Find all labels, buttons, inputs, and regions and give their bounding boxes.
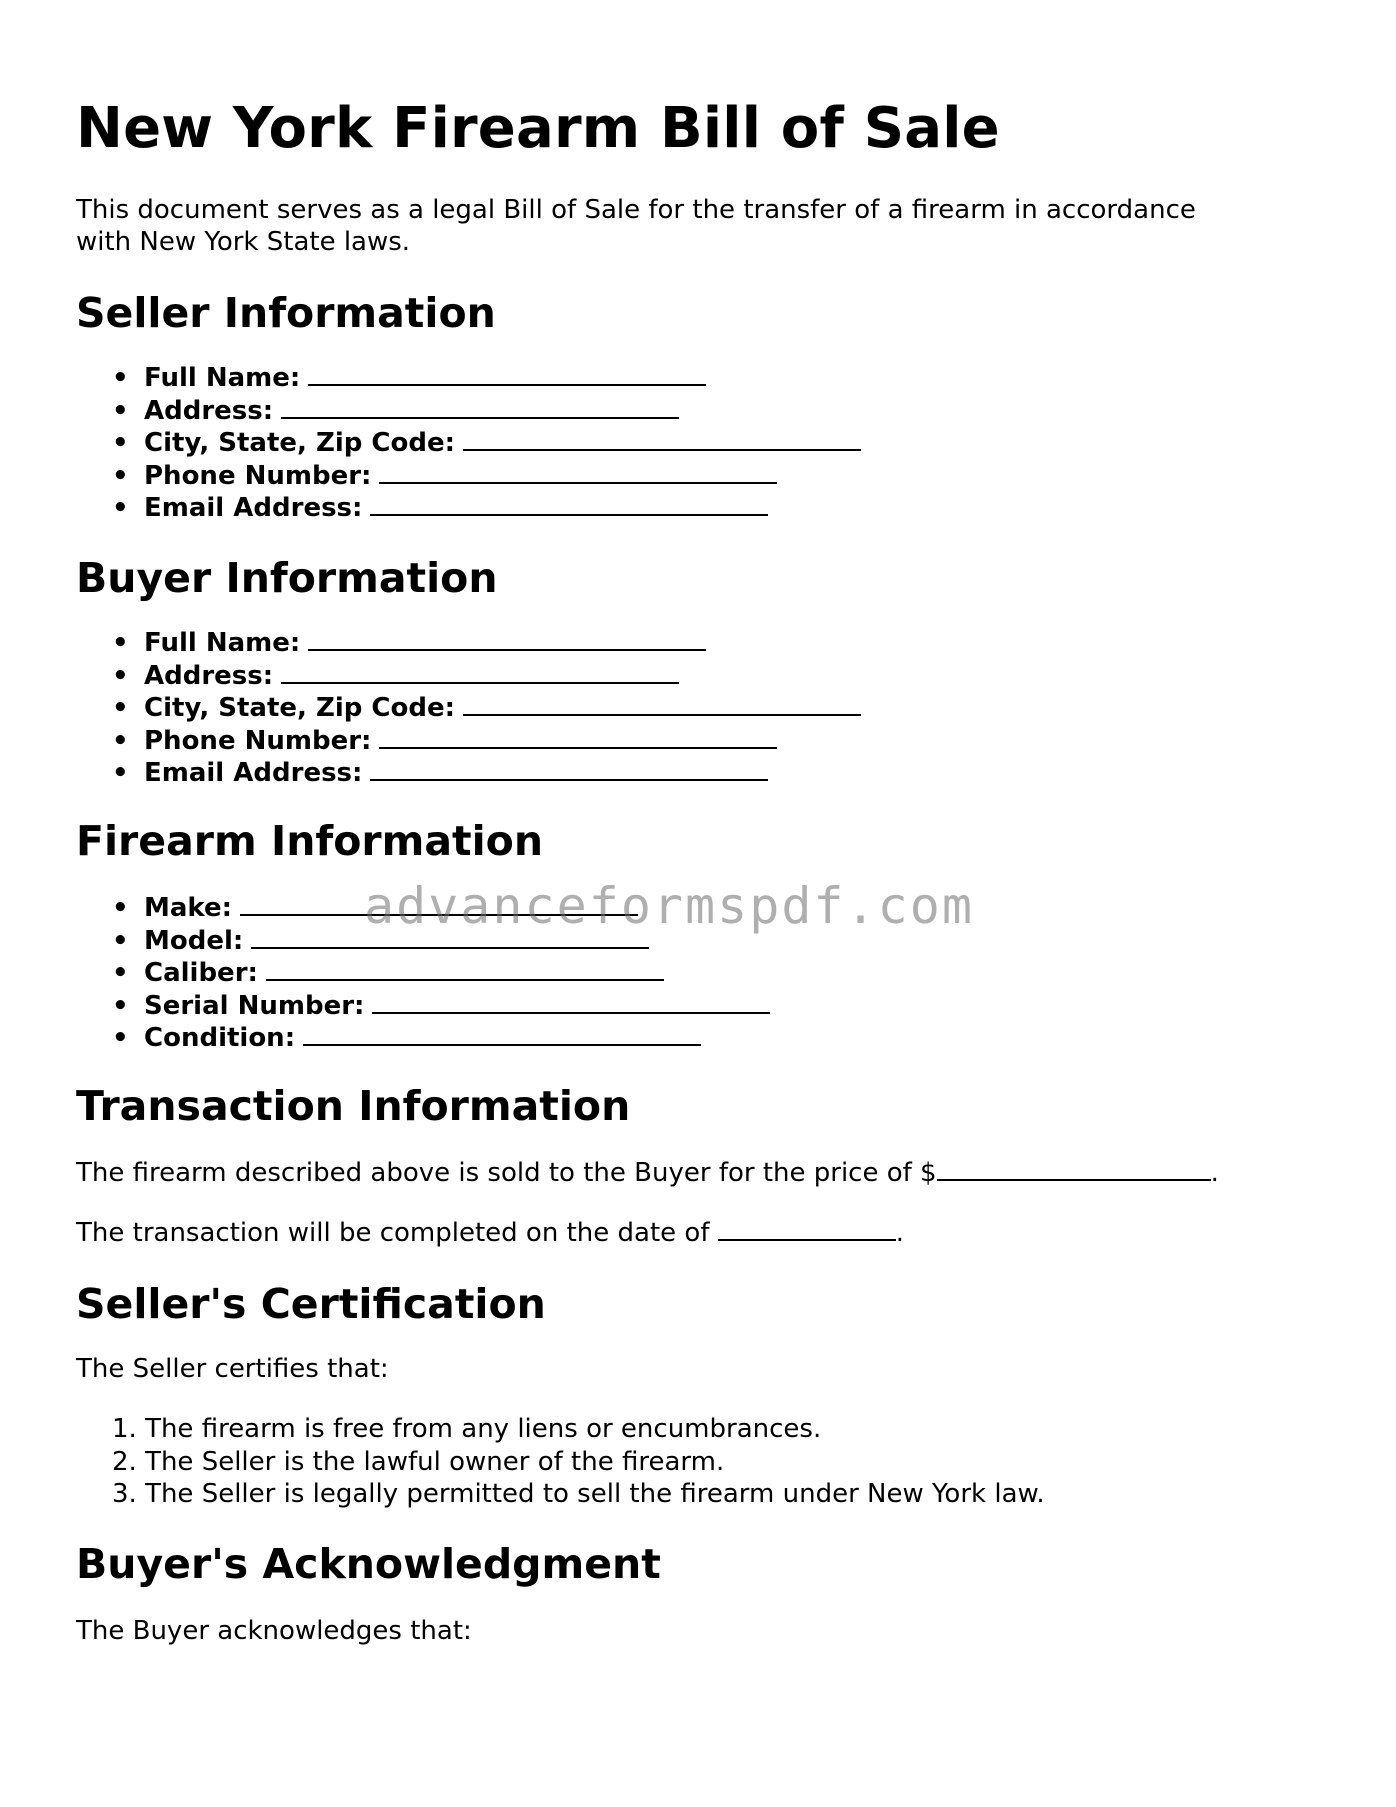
bullet-icon: •	[112, 892, 129, 923]
firearm-caliber-item	[112, 957, 1336, 990]
bullet-icon: •	[112, 395, 129, 426]
buyer-address-label: Address:	[144, 660, 274, 691]
firearm-serial-label: Serial Number:	[144, 990, 365, 1021]
seller-cert-intro: The Seller certifies that:	[76, 1353, 389, 1384]
bullet-icon: •	[112, 428, 129, 459]
buyer-city-state-zip-item	[112, 692, 1336, 725]
buyer-fields-list	[76, 627, 1336, 790]
transaction-heading: Transaction Information	[76, 1081, 631, 1130]
firearm-caliber-field[interactable]	[266, 957, 664, 981]
bullet-icon: •	[112, 925, 129, 956]
bullet-icon: •	[112, 460, 129, 491]
transaction-date-text: The transaction will be completed on the date of	[76, 1217, 718, 1248]
bullet-icon: •	[112, 725, 129, 756]
bullet-icon: •	[112, 990, 129, 1021]
date-field[interactable]	[718, 1217, 896, 1241]
intro-paragraph	[76, 194, 1336, 258]
seller-address-item	[112, 395, 1336, 428]
seller-email-label: Email Address:	[144, 493, 363, 524]
firearm-serial-item	[112, 990, 1336, 1023]
bullet-icon: •	[112, 493, 129, 524]
buyer-phone-label: Phone Number:	[144, 725, 372, 756]
firearm-model-label: Model:	[144, 925, 244, 956]
seller-heading: Seller Information	[76, 289, 496, 337]
seller-full-name-field[interactable]	[308, 362, 706, 386]
firearm-model-item	[112, 925, 1336, 958]
bullet-icon: •	[112, 1023, 129, 1054]
intro-line-2: with New York State laws.	[76, 227, 411, 257]
buyer-full-name-item	[112, 627, 1336, 660]
seller-cert-item-2: 2. The Seller is the lawful owner of the firearm.	[112, 1446, 725, 1477]
buyer-address-field[interactable]	[281, 660, 679, 684]
buyer-full-name-field[interactable]	[308, 627, 706, 651]
document-page	[76, 0, 1336, 1647]
buyer-heading: Buyer Information	[76, 553, 498, 602]
seller-email-item	[112, 492, 1336, 525]
buyer-email-field[interactable]	[370, 757, 768, 781]
intro-line-1: This document serves as a legal Bill of Sale for the transfer of a firearm in accordance	[76, 195, 1196, 225]
transaction-price-line	[76, 1157, 1336, 1189]
transaction-date-end: .	[895, 1217, 905, 1248]
firearm-model-field[interactable]	[251, 925, 649, 949]
buyer-phone-field[interactable]	[379, 725, 777, 749]
firearm-condition-field[interactable]	[303, 1022, 701, 1046]
firearm-serial-field[interactable]	[372, 990, 770, 1014]
transaction-date-line	[76, 1217, 1336, 1249]
buyer-phone-item	[112, 725, 1336, 758]
buyer-full-name-label: Full Name:	[144, 627, 301, 658]
seller-email-field[interactable]	[370, 492, 768, 516]
bullet-icon: •	[112, 627, 129, 658]
bullet-icon: •	[112, 758, 129, 789]
buyer-email-item	[112, 757, 1336, 790]
buyer-email-label: Email Address:	[144, 758, 363, 789]
bullet-icon: •	[112, 958, 129, 989]
seller-cert-item-3: 3. The Seller is legally permitted to sell the firearm under New York law.	[112, 1479, 1045, 1510]
firearm-condition-label: Condition:	[144, 1023, 296, 1054]
firearm-caliber-label: Caliber:	[144, 958, 258, 989]
seller-city-state-zip-item	[112, 427, 1336, 460]
seller-full-name-label: Full Name:	[144, 363, 301, 393]
buyer-address-item	[112, 660, 1336, 693]
seller-phone-item	[112, 460, 1336, 493]
buyer-ack-heading: Buyer's Acknowledgment	[76, 1539, 661, 1588]
bullet-icon: •	[112, 693, 129, 724]
firearm-heading: Firearm Information	[76, 816, 544, 865]
seller-city-state-zip-label: City, State, Zip Code:	[144, 428, 455, 459]
transaction-price-end: .	[1210, 1157, 1219, 1188]
seller-phone-field[interactable]	[379, 460, 777, 484]
seller-address-field[interactable]	[281, 395, 679, 419]
seller-phone-label: Phone Number:	[144, 460, 372, 491]
document-title: New York Firearm Bill of Sale	[76, 96, 1000, 161]
firearm-make-field[interactable]	[240, 892, 638, 916]
firearm-make-label: Make:	[144, 892, 233, 923]
watermark: advanceformspdf.com	[364, 877, 974, 935]
seller-full-name-item	[112, 362, 1336, 395]
seller-city-state-zip-field[interactable]	[463, 427, 861, 451]
seller-cert-heading: Seller's Certification	[76, 1279, 546, 1328]
seller-cert-item-1: 1. The firearm is free from any liens or encumbrances.	[112, 1413, 822, 1444]
seller-cert-list	[76, 1413, 1336, 1511]
seller-address-label: Address:	[144, 395, 274, 426]
bullet-icon: •	[112, 363, 129, 393]
buyer-city-state-zip-label: City, State, Zip Code:	[144, 693, 455, 724]
firearm-condition-item	[112, 1022, 1336, 1055]
transaction-price-text: The firearm described above is sold to the Buyer for the price of $	[76, 1157, 937, 1188]
buyer-city-state-zip-field[interactable]	[463, 692, 861, 716]
firearm-fields-list	[76, 892, 1336, 1055]
price-field[interactable]	[937, 1157, 1211, 1181]
buyer-ack-intro: The Buyer acknowledges that:	[76, 1615, 472, 1646]
firearm-make-item	[112, 892, 1336, 925]
bullet-icon: •	[112, 660, 129, 691]
seller-fields-list	[76, 362, 1336, 525]
